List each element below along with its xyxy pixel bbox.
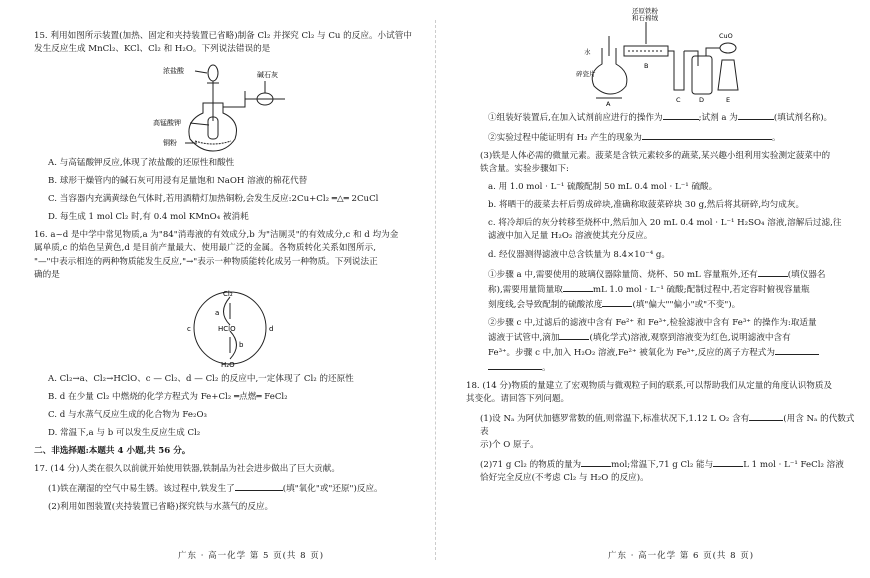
q16-stem	[34, 229, 426, 281]
q16-option-b: B. d 在少量 Cl₂ 中燃烧的化学方程式为 Fe+Cl₂ ═点燃═ FeCl₂	[48, 391, 288, 402]
answer-blank[interactable]	[749, 411, 783, 421]
answer-blank[interactable]	[758, 267, 788, 277]
q18-part-1: (1)设 Nₐ 为阿伏加德罗常数的值,则常温下,标准状况下,1.12 L O₂ 含有 (用含 Nₐ 的代数式表 示)个 O 原子。	[466, 411, 858, 452]
q17-3-stem: (3)铁是人体必需的微量元素。菠菜是含铁元素较多的蔬菜,某兴趣小组利用实验测定菠菜中的 铁含量。实验步骤如下:	[480, 151, 831, 175]
label-soda-lime: 碱石灰	[257, 71, 278, 80]
label-C: C	[676, 96, 681, 104]
iron-steam-apparatus	[576, 6, 746, 106]
node-c: c	[187, 324, 191, 333]
q15-line-2: 发生反应生成 MnCl₂、KCl、Cl₂ 和 H₂O。下列说法错误的是	[34, 44, 271, 55]
q17-3-2: ②步骤 c 中,过滤后的滤液中含有 Fe²⁺ 和 Fe³⁺,检验滤液中含有 Fe³⁺ 的操作为:取适量 滤液于试管中,滴加 (填化学式)溶液,观察到溶液变为红色,说明滤液中含有 Fe³⁺。步骤 c 中,加入 H₂O₂ 溶液,Fe²⁺ 被氧化为 Fe³⁺,反应的离子方程式为 。	[466, 317, 858, 375]
q16-option-c: C. d 与水蒸气反应生成的化合物为 Fe₂O₃	[48, 409, 207, 420]
q16-line-2: 属单质,c 的焰色呈黄色,d 是目前产量最大、使用最广泛的金属。各物质转化关系如图所示,	[34, 243, 376, 254]
q17-stem: 17. (14 分)人类在很久以前就开始使用铁器,铁制品为社会进步做出了巨大贡献。	[34, 463, 340, 474]
answer-blank[interactable]	[235, 481, 283, 491]
label-asbestos: 和石棉绒	[632, 14, 658, 22]
label-porcelain-chips: 碎瓷片	[576, 70, 596, 78]
q17-3-step-c: c. 将冷却后的灰分转移至烧杯中,然后加入 20 mL 0.4 mol · L⁻¹ H₂SO₄ 溶液,溶解后过滤,往 滤液中加入足量 H₂O₂ 溶液使其充分反应。	[488, 218, 842, 242]
q17-2-1: ①组装好装置后,在加入试剂前应进行的操作为 ;试剂 a 为 (填试剂名称)。	[466, 110, 858, 125]
apparatus-diagram	[145, 61, 315, 153]
figure-q16-cycle	[165, 287, 295, 369]
figure-q17-iron-steam	[576, 6, 746, 106]
node-h2o: H₂O	[221, 360, 235, 369]
node-d: d	[269, 324, 274, 333]
q17-3-step-a: a. 用 1.0 mol · L⁻¹ 硫酸配制 50 mL 0.4 mol · L⁻¹ 硫酸。	[488, 182, 718, 193]
answer-blank[interactable]	[713, 457, 743, 467]
label-E: E	[726, 96, 731, 104]
right-column	[466, 4, 858, 490]
conversion-cycle-diagram	[165, 287, 295, 369]
label-cuo: CuO	[719, 32, 733, 40]
node-b: b	[239, 340, 244, 349]
left-column	[34, 30, 426, 519]
figure-q15-apparatus	[145, 61, 315, 153]
q15-option-a: A. 与高锰酸钾反应,体现了浓盐酸的还原性和酸性	[48, 158, 235, 169]
q15-option-d: D. 每生成 1 mol Cl₂ 时,有 0.4 mol KMnO₄ 被消耗	[48, 212, 249, 223]
answer-blank[interactable]	[581, 457, 611, 467]
answer-blank[interactable]	[488, 360, 542, 370]
q16-option-a: A. Cl₂→a、Cl₂→HClO、c — Cl₂、d — Cl₂ 的反应中,一定体现了 Cl₂ 的还原性	[48, 373, 354, 384]
q16-line-1: 16. a~d 是中学中常见物质,a 为"84"消毒液的有效成分,b 为"洁厕灵"的有效成分,c 和 d 均为金	[34, 230, 399, 241]
answer-blank[interactable]	[563, 282, 593, 292]
node-a: a	[215, 308, 220, 317]
label-conc-hcl: 浓盐酸	[163, 67, 184, 76]
q18-part-2: (2)71 g Cl₂ 的物质的量为 mol;常温下,71 g Cl₂ 能与 L 1 mol · L⁻¹ FeCl₂ 溶液 恰好完全反应(不考虑 Cl₂ 与 H₂O 的反应)。	[466, 457, 858, 485]
label-A: A	[606, 100, 611, 106]
q16-option-d: D. 常温下,a 与 b 可以发生反应生成 Cl₂	[48, 427, 201, 438]
q15-line-1: 15. 利用如图所示装置(加热、固定和夹持装置已省略)制备 Cl₂ 并探究 Cl₂ 与 Cu 的反应。小试管中	[34, 31, 412, 41]
node-hclo: HClO	[218, 324, 236, 333]
label-B: B	[644, 62, 649, 70]
answer-blank[interactable]	[602, 297, 632, 307]
q15-stem	[34, 30, 426, 56]
q15-option-c: C. 当容器内充满黄绿色气体时,若用酒精灯加热铜粉,会发生反应:2Cu+Cl₂ ═△═ 2CuCl	[48, 194, 379, 205]
q17-3-1: ①步骤 a 中,需要使用的玻璃仪器除量筒、烧杯、50 mL 容量瓶外,还有 (填仪器名 称),需要用量筒量取 mL 1.0 mol · L⁻¹ 硫酸;配制过程中,若定容时俯视容量瓶 刻度线,会导致配制的硫酸浓度 (填"偏大""偏小"或"不变")。	[466, 267, 858, 312]
column-divider	[435, 20, 436, 560]
q16-line-4: 确的是	[34, 269, 60, 280]
q15-option-b: B. 球形干燥管内的碱石灰可用浸有足量饱和 NaOH 溶液的棉花代替	[48, 176, 308, 187]
label-water: 水	[584, 48, 591, 56]
q18-stem: 18. (14 分)物质的量建立了宏观物质与微观粒子间的联系,可以帮助我们从定量的角度认识物质及 其变化。请回答下列问题。	[466, 381, 833, 405]
q17-part-1: (1)铁在潮湿的空气中易生锈。该过程中,铁发生了 (填"氧化"或"还原")反应。	[34, 481, 426, 496]
answer-blank[interactable]	[738, 110, 774, 120]
section-2-heading: 二、非选择题:本题共 4 小题,共 56 分。	[34, 445, 191, 456]
node-cl2: Cl₂	[223, 289, 233, 298]
label-copper-powder: 铜粉	[163, 139, 177, 148]
answer-blank[interactable]	[559, 330, 589, 340]
page-footer-right: 广东 · 高一化学 第 6 页(共 8 页)	[608, 551, 755, 561]
label-kmno4: 高锰酸钾	[153, 119, 181, 128]
page-footer-left: 广东 · 高一化学 第 5 页(共 8 页)	[178, 551, 325, 561]
answer-blank[interactable]	[775, 345, 819, 355]
label-D: D	[699, 96, 705, 104]
q17-3-step-b: b. 将晒干的菠菜去杆后剪成碎块,准确称取菠菜碎块 30 g,然后将其研碎,均匀成灰。	[488, 200, 805, 211]
q17-3-step-d: d. 经仪器测得滤液中总含铁量为 8.4×10⁻⁴ g。	[488, 249, 671, 260]
q16-line-3: "—"中表示相连的两种物质能发生反应,"→"表示一种物质能转化成另一种物质。下列说法正	[34, 256, 378, 267]
q17-2-2: ②实验过程中能证明有 H₂ 产生的现象为 。	[466, 130, 858, 145]
q17-part-2: (2)利用如图装置(夹持装置已省略)探究铁与水蒸气的反应。	[48, 502, 274, 513]
answer-blank[interactable]	[642, 130, 772, 140]
answer-blank[interactable]	[663, 110, 699, 120]
label-reduced-iron: 还原铁粉	[632, 7, 658, 15]
